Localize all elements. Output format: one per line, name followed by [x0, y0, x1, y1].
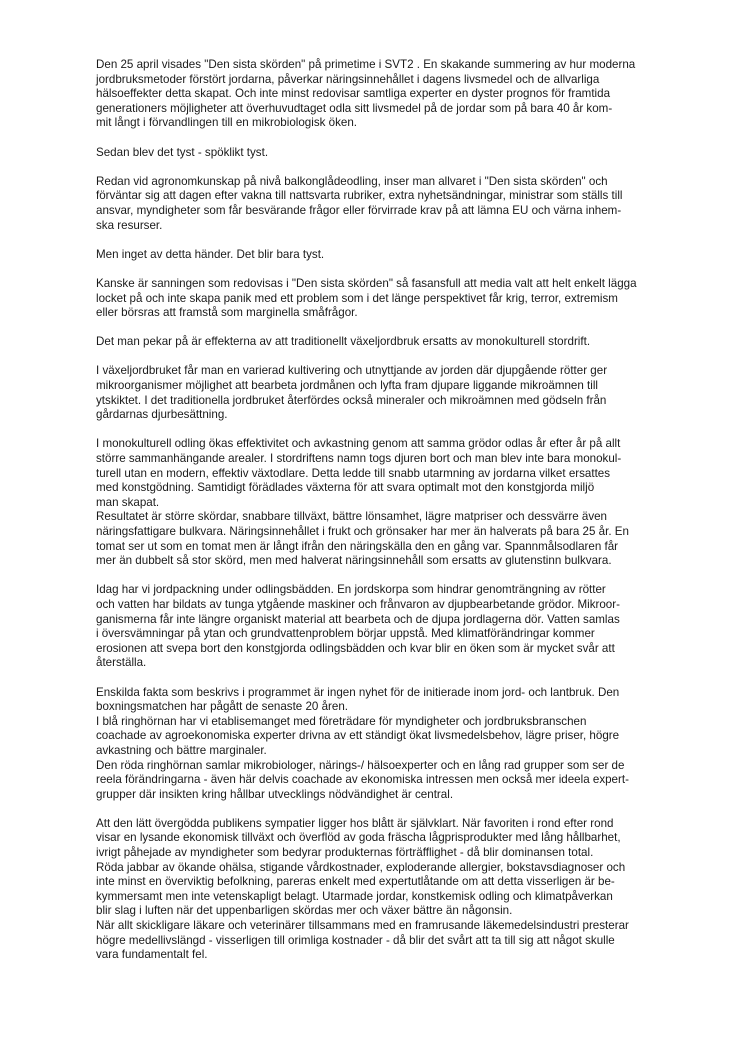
- paragraph-soil-compaction: Idag har vi jordpackning under odlingsbädden. En jordskorpa som hindrar genomträngning av rötter och vatten har bildats av tunga ytgående maskiner och frånvaron av djupbearbetande grödor. Mikroor- ganismerna får inte längre organiskt material att bearbeta och de djupa jordlagerna dör. Vatten samlas i översvämningar på ytan och grundvattenproblem börjar uppstå. Med klimatförändringar kommer erosionen att svepa bort den konstgjorda odlingsbädden och kvar blir en öken som är mycket svår att återställa.: [96, 583, 620, 670]
- paragraph-intro: Den 25 april visades "Den sista skörden" på primetime i SVT2 . En skakande summering av hur moderna jordbruksmetoder förstört jordarna, påverkar näringsinnehållet i dagens livsmedel och de allvarliga hälsoeffekter detta skapat. Och inte minst redovisar samtliga experter en dyster prognos för framtida generationers möjligheter att överhuvudtaget odla sitt livsmedel på de jordar som på bara 40 år kom- mit långt i förvandlingen till en mikrobiologisk öken.: [96, 58, 636, 130]
- paragraph-expectations: Redan vid agronomkunskap på nivå balkonglådeodling, inser man allvaret i "Den sista skörden" och förväntar sig att dagen efter vakna till nattsvarta rubriker, extra nyhetsändningar, ministrar som ställs till ansvar, myndigheter som får besvärande frågor eller förvirrade krav på att lämna EU och värna inhem- ska resurser.: [96, 174, 623, 232]
- paragraph-crop-rotation: I växeljordbruket får man en varierad kultivering och utnyttjande av jorden där djupgående rötter ger mikroorganismer möjlighet att bearbeta jordmånen och lyfta fram djupare liggande mikroämnen till ytskiktet. I det traditionella jordbruket återfördes också mineraler och mikroämnen med gödseln från gårdarnas djurbesättning.: [96, 364, 608, 422]
- paragraph-effects: Det man pekar på är effekterna av att traditionellt växeljordbruk ersatts av monokulturell stordrift.: [96, 335, 591, 349]
- paragraph-silence: Sedan blev det tyst - spöklikt tyst.: [96, 145, 269, 159]
- document-body: [96, 58, 668, 977]
- paragraph-boxing-match: Enskilda fakta som beskrivs i programmet är ingen nyhet för de initierade inom jord- och lantbruk. Den boxningsmatchen har pågått de senaste 20 åren. I blå ringhörnan har vi etablisemanget med företrädare för myndigheter och jordbruksbranschen coachade av agroekonomiska experter drivna av ett ständigt ökat livsmedelsbehov, lägre priser, högre avkastning och bättre marginaler. Den röda ringhörnan samlar mikrobiologer, närings-/ hälsoexperter och en lång rad grupper som ser de reela förändringarna - även här delvis coachade av ekonomiska intressen men också mer ideela expert- grupper där insikten kring hållbar utvecklings nödvändighet är central.: [96, 685, 629, 801]
- paragraph-nothing-happens: Men inget av detta händer. Det blir bara tyst.: [96, 247, 325, 261]
- paragraph-audience-sympathy: Att den lätt övergödda publikens sympatier ligger hos blått är självklart. När favoriten i rond efter rond visar en lysande ekonomisk tillväxt och överflöd av goda fräscha lågprisprodukter med lång hållbarhet, ivrigt påhejade av myndigheter som bedyrar produkternas förträfflighet - då blir dominansen total. Röda jabbar av ökande ohälsa, stigande vårdkostnader, exploderande allergier, bokstavsdiagnoser och inte minst en överviktig befolkning, pareras enkelt med expertutlåtande om att detta visserligen är be- kymmersamt men inte vetenskapligt belagt. Utarmade jordar, konstkemisk odling och klimatpåverkan blir slag i luften när det uppenbarligen skördas mer och växer bättre än någonsin. När allt skickligare läkare och veterinärer tillsammans med en framrusande läkemedelsindustri presterar högre medellivslängd - visserligen till orimliga kostnader - då blir det svårt att ta till sig att något skulle vara fundamentalt fel.: [96, 816, 629, 962]
- paragraph-media-silence: Kanske är sanningen som redovisas i "Den sista skörden" så fasansfull att media valt att helt enkelt lägga locket på och inte skapa panik med ett problem som i det länge perspektivet får krig, terror, extremism eller börsras att framstå som marginella småfrågor.: [96, 276, 637, 320]
- paragraph-monoculture: I monokulturell odling ökas effektivitet och avkastning genom att samma grödor odlas år efter år på allt större sammanhängande arealer. I stordriftens namn togs djuren bort och man blev inte bara monokul- turell utan en modern, effektiv växtodlare. Detta ledde till snabb utarmning av jordarna vilket ersattes med konstgödning. Samtidigt förädlades växterna för att svara optimalt mot den konstgjorda miljö man skapat. Resultatet är större skördar, snabbare tillväxt, bättre lönsamhet, lägre matpriser och dessvärre även näringsfattigare bulkvara. Näringsinnehållet i frukt och grönsaker har mer än halverats på bara 25 år. En tomat ser ut som en tomat men är långt ifrån den näringskälla den en gång var. Spannmålsodlaren får mer än dubbelt så stor skörd, men med halverat näringsinnehåll som ersatts av glutenstinn bulkvara.: [96, 437, 629, 568]
